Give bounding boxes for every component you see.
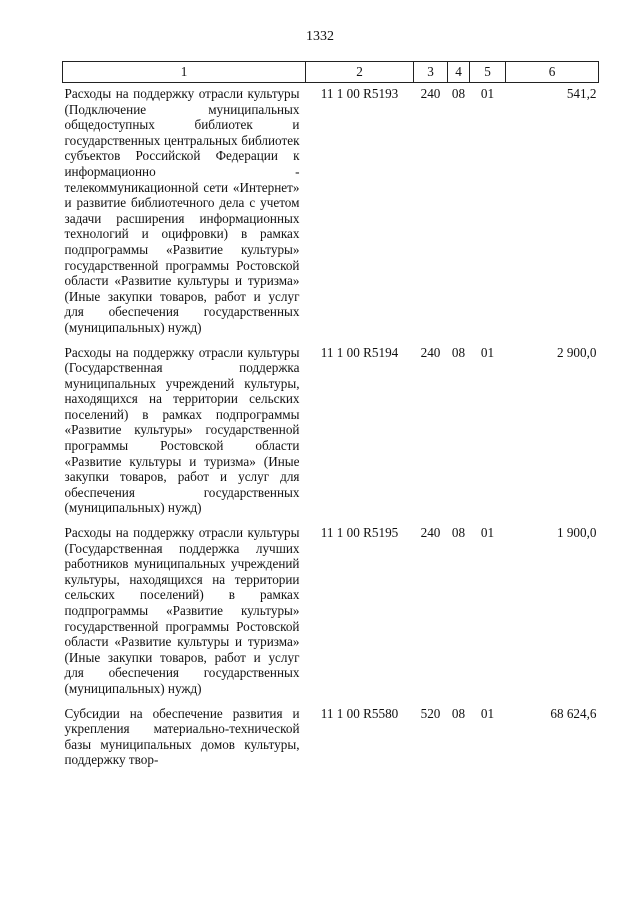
row-name: Расходы на поддержку отрасли культуры (Государственная поддержка лучших работников муниципальных учреждений культуры, находящихся на территории сельских поселений) в рамках подпрограммы «Развитие культуры» государственной программы Ростовской области «Развитие культуры и туризма» (Иные закупки товаров, работ и услуг для обеспечения государственных (муниципальных) нужд) [64,525,300,696]
row-rz: 08 [451,705,466,721]
row-sum: 1 900,0 [556,525,597,541]
row-sum: 68 624,6 [550,705,597,721]
column-header-rz: 4 [448,62,470,83]
table-row [63,83,599,342]
row-vr: 520 [420,705,441,721]
column-header-pr: 5 [470,62,506,83]
column-header-sum: 6 [506,62,599,83]
row-rz: 08 [451,525,466,541]
row-pr: 01 [480,705,495,721]
row-code: 11 1 00 R5195 [320,525,399,541]
row-vr: 240 [420,525,441,541]
row-name-cell [63,342,306,523]
table-row [63,342,599,523]
table-row [63,522,599,703]
row-vr: 240 [420,86,441,101]
column-header-code: 2 [306,62,414,83]
row-code: 11 1 00 R5580 [320,705,399,721]
page-number: 1332 [306,29,334,44]
row-name-cell [63,703,306,774]
row-name: Расходы на поддержку отрасли культуры (Государственная поддержка муниципальных учреждений культуры, находящихся на территории сельских поселений) в рамках подпрограммы «Развитие культуры» государственной программы Ростовской области «Развитие культуры и туризма» (Иные закупки товаров, работ и услуг для обеспечения государственных (муниципальных) нужд) [64,344,300,516]
row-pr: 01 [480,86,495,101]
row-code: 11 1 00 R5194 [320,344,399,360]
row-pr: 01 [480,525,495,541]
row-name-cell [63,83,306,342]
row-sum: 2 900,0 [556,344,597,360]
row-name: Расходы на поддержку отрасли культуры (Подключение муниципальных общедоступных библиотек и государственных центральных библиотек субъектов Российской Федерации к информационно - телекоммуникационной сети «Интернет» и развитие библиотечного дела с учетом задачи расширения информационных технологий и оцифровки) в рамках подпрограммы «Развитие культуры» государственной программы Ростовской области «Развитие культуры и туризма» (Иные закупки товаров, работ и услуг для обеспечения государственных (муниципальных) нужд) [64,86,300,335]
row-rz: 08 [451,344,466,360]
column-header-name: 1 [63,62,306,83]
row-pr: 01 [480,344,495,360]
row-code: 11 1 00 R5193 [320,86,399,101]
row-rz: 08 [451,86,466,101]
table-row [63,703,599,774]
column-header-vr: 3 [414,62,448,83]
budget-table [62,61,599,774]
row-sum: 541,2 [566,86,597,101]
row-vr: 240 [420,344,441,360]
table-header-row [63,62,599,83]
row-name: Субсидии на обеспечение развития и укрепления материально-технической базы муниципальных домов культуры, поддержку твор- [64,705,300,768]
row-name-cell [63,522,306,703]
